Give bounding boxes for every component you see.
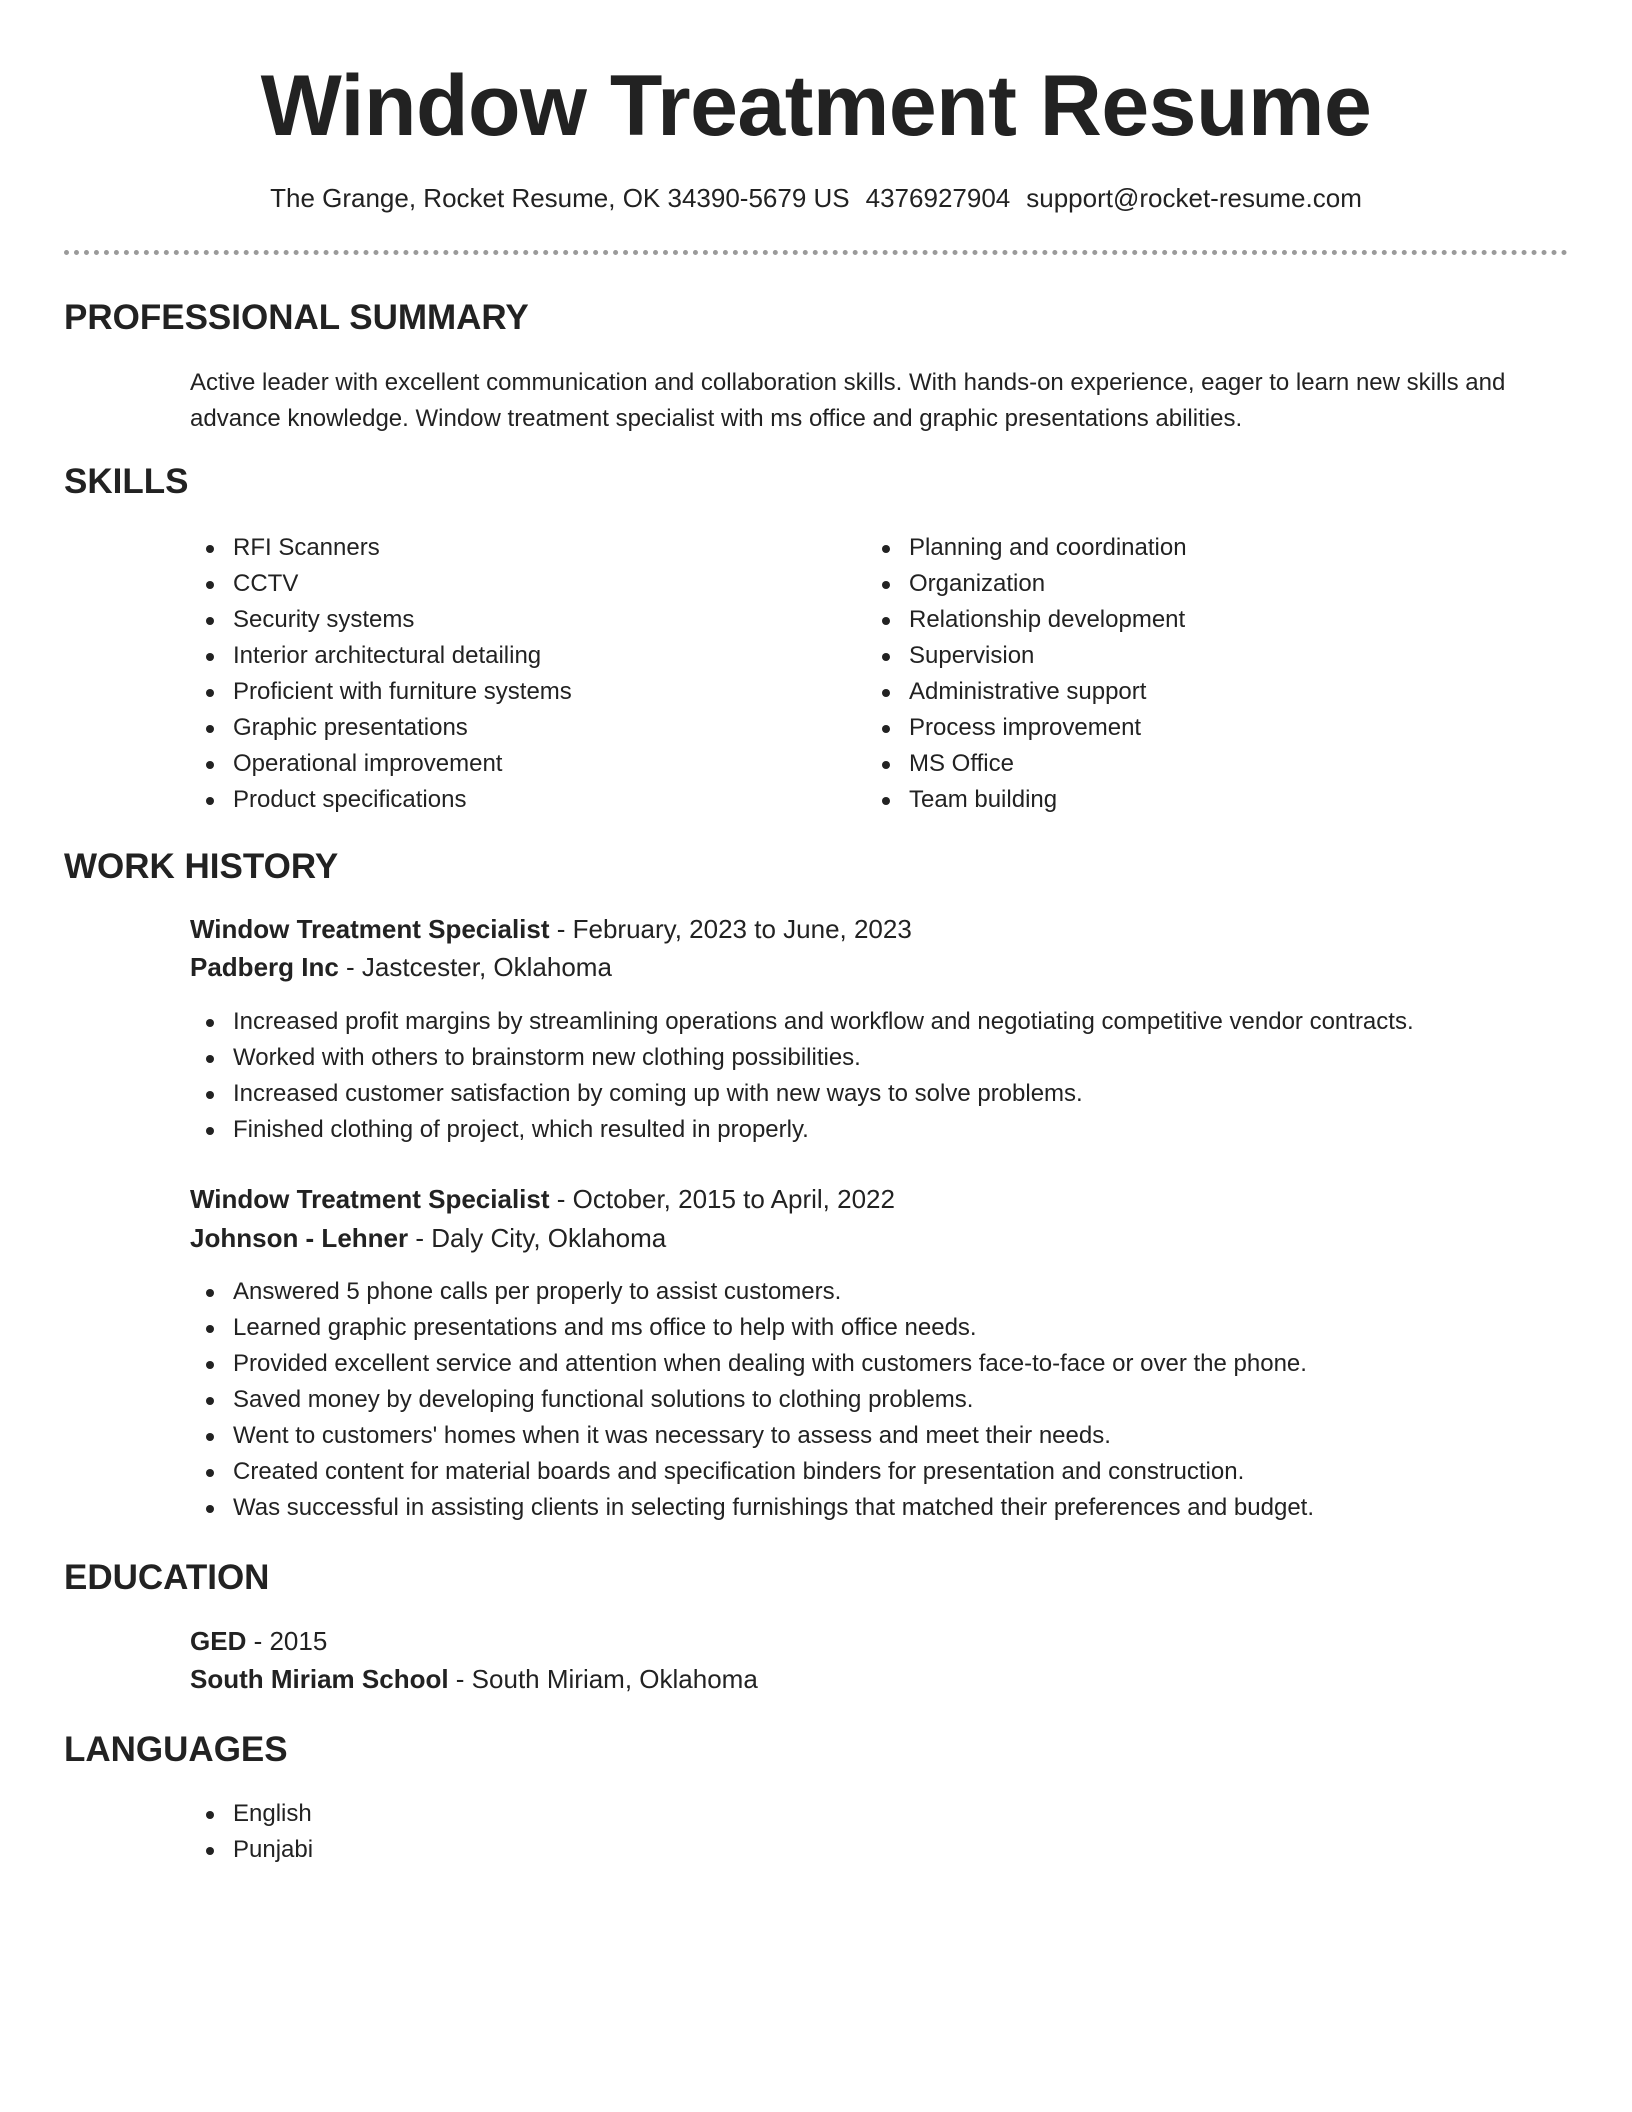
education-degree-line <box>190 1622 327 1660</box>
job-company: Padberg Inc <box>190 952 339 982</box>
skill-item: Security systems <box>190 602 830 638</box>
contact-address: The Grange, Rocket Resume, OK 34390-5679 US <box>270 183 850 213</box>
summary-heading: PROFESSIONAL SUMMARY <box>64 298 529 337</box>
education-school: South Miriam School <box>190 1664 449 1694</box>
skill-item: Team building <box>866 782 1546 818</box>
job-duty-item: Learned graphic presentations and ms office to help with office needs. <box>190 1310 1580 1346</box>
job-duty-item: Created content for material boards and specification binders for presentation and construction. <box>190 1454 1580 1490</box>
summary-text: Active leader with excellent communication and collaboration skills. With hands-on experience, eager to learn new skills and advance knowledge. Window treatment specialist with ms office and graphic presentations abilities. <box>190 369 1506 432</box>
job-company-line <box>190 1219 666 1257</box>
skill-item: Process improvement <box>866 710 1546 746</box>
skills-heading: SKILLS <box>64 462 189 501</box>
job-location: - Daly City, Oklahoma <box>408 1223 667 1253</box>
language-item: Punjabi <box>190 1832 1580 1868</box>
skill-item: Supervision <box>866 638 1546 674</box>
education-school-line <box>190 1660 758 1698</box>
job-duty-item: Saved money by developing functional solutions to clothing problems. <box>190 1382 1580 1418</box>
skills-right-column <box>866 530 1546 818</box>
contact-info <box>0 180 1632 216</box>
job-duty-item: Increased customer satisfaction by coming up with new ways to solve problems. <box>190 1076 1580 1112</box>
skill-item: RFI Scanners <box>190 530 830 566</box>
skill-item: Planning and coordination <box>866 530 1546 566</box>
job-duty-item: Was successful in assisting clients in selecting furnishings that matched their preferences and budget. <box>190 1490 1580 1526</box>
resume-title: Window Treatment Resume <box>260 58 1372 154</box>
language-item: English <box>190 1796 1580 1832</box>
education-year: - 2015 <box>246 1626 328 1656</box>
job-duty-item: Answered 5 phone calls per properly to assist customers. <box>190 1274 1580 1310</box>
job-duties-list <box>190 1274 1580 1526</box>
job-duty-item: Worked with others to brainstorm new clothing possibilities. <box>190 1040 1580 1076</box>
languages-heading: LANGUAGES <box>64 1730 288 1769</box>
skill-item: CCTV <box>190 566 830 602</box>
job-company: Johnson - Lehner <box>190 1223 409 1253</box>
education-location: - South Miriam, Oklahoma <box>448 1664 758 1694</box>
skill-item: Proficient with furniture systems <box>190 674 830 710</box>
job-dates: - October, 2015 to April, 2022 <box>549 1184 895 1214</box>
work-history-heading: WORK HISTORY <box>64 847 339 886</box>
education-degree: GED <box>190 1626 247 1656</box>
header-divider <box>64 250 1568 255</box>
job-duties-list <box>190 1004 1580 1148</box>
job-duty-item: Went to customers' homes when it was necessary to assess and meet their needs. <box>190 1418 1580 1454</box>
skill-item: Administrative support <box>866 674 1546 710</box>
job-company-line <box>190 948 612 986</box>
skills-list-right <box>866 530 1546 818</box>
job-duty-item: Provided excellent service and attention when dealing with customers face-to-face or over the phone. <box>190 1346 1580 1382</box>
job-duty-item: Increased profit margins by streamlining operations and workflow and negotiating competitive vendor contracts. <box>190 1004 1580 1040</box>
skill-item: Organization <box>866 566 1546 602</box>
languages-list <box>190 1796 1580 1868</box>
skill-item: Interior architectural detailing <box>190 638 830 674</box>
skill-item: Relationship development <box>866 602 1546 638</box>
skill-item: MS Office <box>866 746 1546 782</box>
contact-phone: 4376927904 <box>865 183 1011 213</box>
job-duty-item: Finished clothing of project, which resulted in properly. <box>190 1112 1580 1148</box>
job-title: Window Treatment Specialist <box>190 1184 550 1214</box>
job-title: Window Treatment Specialist <box>190 914 550 944</box>
job-dates: - February, 2023 to June, 2023 <box>549 914 912 944</box>
job-title-line <box>190 1180 895 1218</box>
job-duties <box>190 1004 1580 1148</box>
skill-item: Operational improvement <box>190 746 830 782</box>
contact-email: support@rocket-resume.com <box>1026 183 1362 213</box>
education-heading: EDUCATION <box>64 1558 270 1597</box>
skills-list-left <box>190 530 830 818</box>
job-duties <box>190 1274 1580 1526</box>
skills-left-column <box>190 530 830 818</box>
skill-item: Product specifications <box>190 782 830 818</box>
job-location: - Jastcester, Oklahoma <box>338 952 612 982</box>
job-title-line <box>190 910 912 948</box>
skill-item: Graphic presentations <box>190 710 830 746</box>
languages-list-container <box>190 1796 1580 1868</box>
